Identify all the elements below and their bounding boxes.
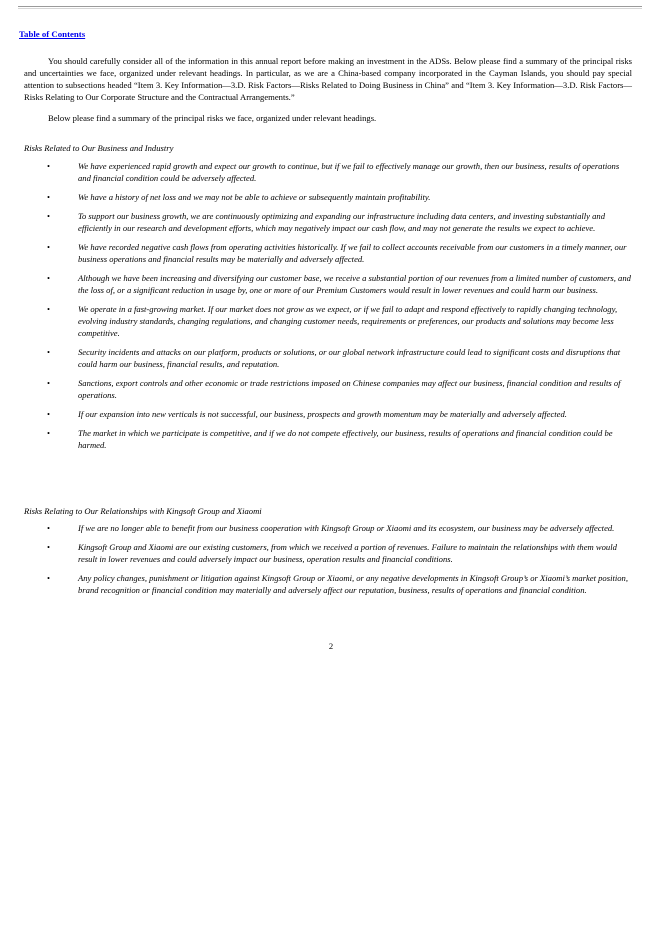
- risk-text: If our expansion into new verticals is not successful, our business, prospects and growth momentum may be materially and adversely affected.: [78, 409, 567, 419]
- top-divider: [18, 6, 642, 9]
- risk-text: To support our business growth, we are continuously optimizing and expanding our infrastructure including data centers, and investing substantially and efficiently in our research and development efforts, which may negatively impact our cash flow, and may not generate the results we expect to achieve.: [78, 211, 605, 233]
- bullet-icon: •: [47, 347, 51, 357]
- list-item: [0, 303, 662, 339]
- risk-text: We operate in a fast-growing market. If our market does not grow as we expect, or if we fail to adapt and respond effectively to rapidly changing technology, evolving industry standards, changing regulations, and changing customer needs, requirements or preferences, our products and solutions may become less competitive.: [78, 304, 618, 338]
- risk-list-kingsoft-xiaomi: [0, 522, 662, 603]
- bullet-icon: •: [47, 211, 51, 221]
- risk-list-business-industry: [0, 160, 662, 458]
- risk-text: The market in which we participate is competitive, and if we do not compete effectively, our business, results of operations and financial condition could be harmed.: [78, 428, 613, 450]
- bullet-icon: •: [47, 242, 51, 252]
- risk-text: We have a history of net loss and we may not be able to achieve or subsequently maintain profitability.: [78, 192, 431, 202]
- bullet-icon: •: [47, 378, 51, 388]
- section-heading-kingsoft-xiaomi: Risks Relating to Our Relationships with Kingsoft Group and Xiaomi: [24, 506, 262, 516]
- list-item: [0, 522, 662, 534]
- list-item: [0, 210, 662, 234]
- list-item: [0, 408, 662, 420]
- list-item: [0, 160, 662, 184]
- bullet-icon: •: [47, 428, 51, 438]
- list-item: [0, 572, 662, 596]
- risk-text: Security incidents and attacks on our platform, products or solutions, or our global network infrastructure could lead to significant costs and disruptions that could harm our business, financial results, and reputation.: [78, 347, 621, 369]
- bullet-icon: •: [47, 273, 51, 283]
- risk-text: We have recorded negative cash flows from operating activities historically. If we fail to collect accounts receivable from our customers in a timely manner, our business operations and financial results may be materially and adversely affected.: [78, 242, 627, 264]
- table-of-contents-link[interactable]: Table of Contents: [19, 29, 86, 39]
- risk-text: We have experienced rapid growth and expect our growth to continue, but if we fail to effectively manage our growth, then our business, results of operations and financial condition could be adversely affected.: [78, 161, 620, 183]
- bullet-icon: •: [47, 573, 51, 583]
- risk-text: Sanctions, export controls and other economic or trade restrictions imposed on Chinese companies may affect our business, financial condition and results of operations.: [78, 378, 621, 400]
- risk-text: Kingsoft Group and Xiaomi are our existing customers, from which we received a portion of revenues. Failure to maintain the relationships with them would result in lower revenues and could adversely impact our business, operation results and financial conditions.: [78, 542, 617, 564]
- list-item: [0, 427, 662, 451]
- section-heading-business-industry: Risks Related to Our Business and Industry: [24, 143, 174, 153]
- risk-text: Any policy changes, punishment or litigation against Kingsoft Group or Xiaomi, or any negative developments in Kingsoft Group’s or Xiaomi’s market position, brand recognition or financial condition may materially and adversely affect our reputation, business, results of operations and financial condition.: [78, 573, 628, 595]
- page-number: 2: [328, 641, 334, 651]
- intro-paragraph: You should carefully consider all of the information in this annual report before making an investment in the ADSs. Below please find a summary of the principal risks and uncertainties we face, organized under relevant headings. In particular, as we are a China-based company incorporated in the Cayman Islands, you should pay special attention to subsections headed “Item 3. Key Information—3.D. Risk Factors—Risks Related to Doing Business in China” and “Item 3. Key Information—3.D. Risk Factors—Risks Relating to Our Corporate Structure and the Contractual Arrangements.”: [24, 56, 632, 102]
- bullet-icon: •: [47, 161, 51, 171]
- list-item: [0, 541, 662, 565]
- list-item: [0, 191, 662, 203]
- list-item: [0, 272, 662, 296]
- risk-text: If we are no longer able to benefit from our business cooperation with Kingsoft Group or Xiaomi and its ecosystem, our business may be adversely affected.: [78, 523, 615, 533]
- list-item: [0, 377, 662, 401]
- list-item: [0, 346, 662, 370]
- list-item: [0, 241, 662, 265]
- bullet-icon: •: [47, 304, 51, 314]
- bullet-icon: •: [47, 409, 51, 419]
- bullet-icon: •: [47, 542, 51, 552]
- bullet-icon: •: [47, 523, 51, 533]
- bullet-icon: •: [47, 192, 51, 202]
- risk-text: Although we have been increasing and diversifying our customer base, we receive a substantial portion of our revenues from a limited number of customers, and the loss of, or a significant reduction in usage by, one or more of our Premium Customers would result in lower revenues and could harm our business.: [78, 273, 631, 295]
- summary-intro: Below please find a summary of the principal risks we face, organized under relevant headings.: [48, 113, 377, 123]
